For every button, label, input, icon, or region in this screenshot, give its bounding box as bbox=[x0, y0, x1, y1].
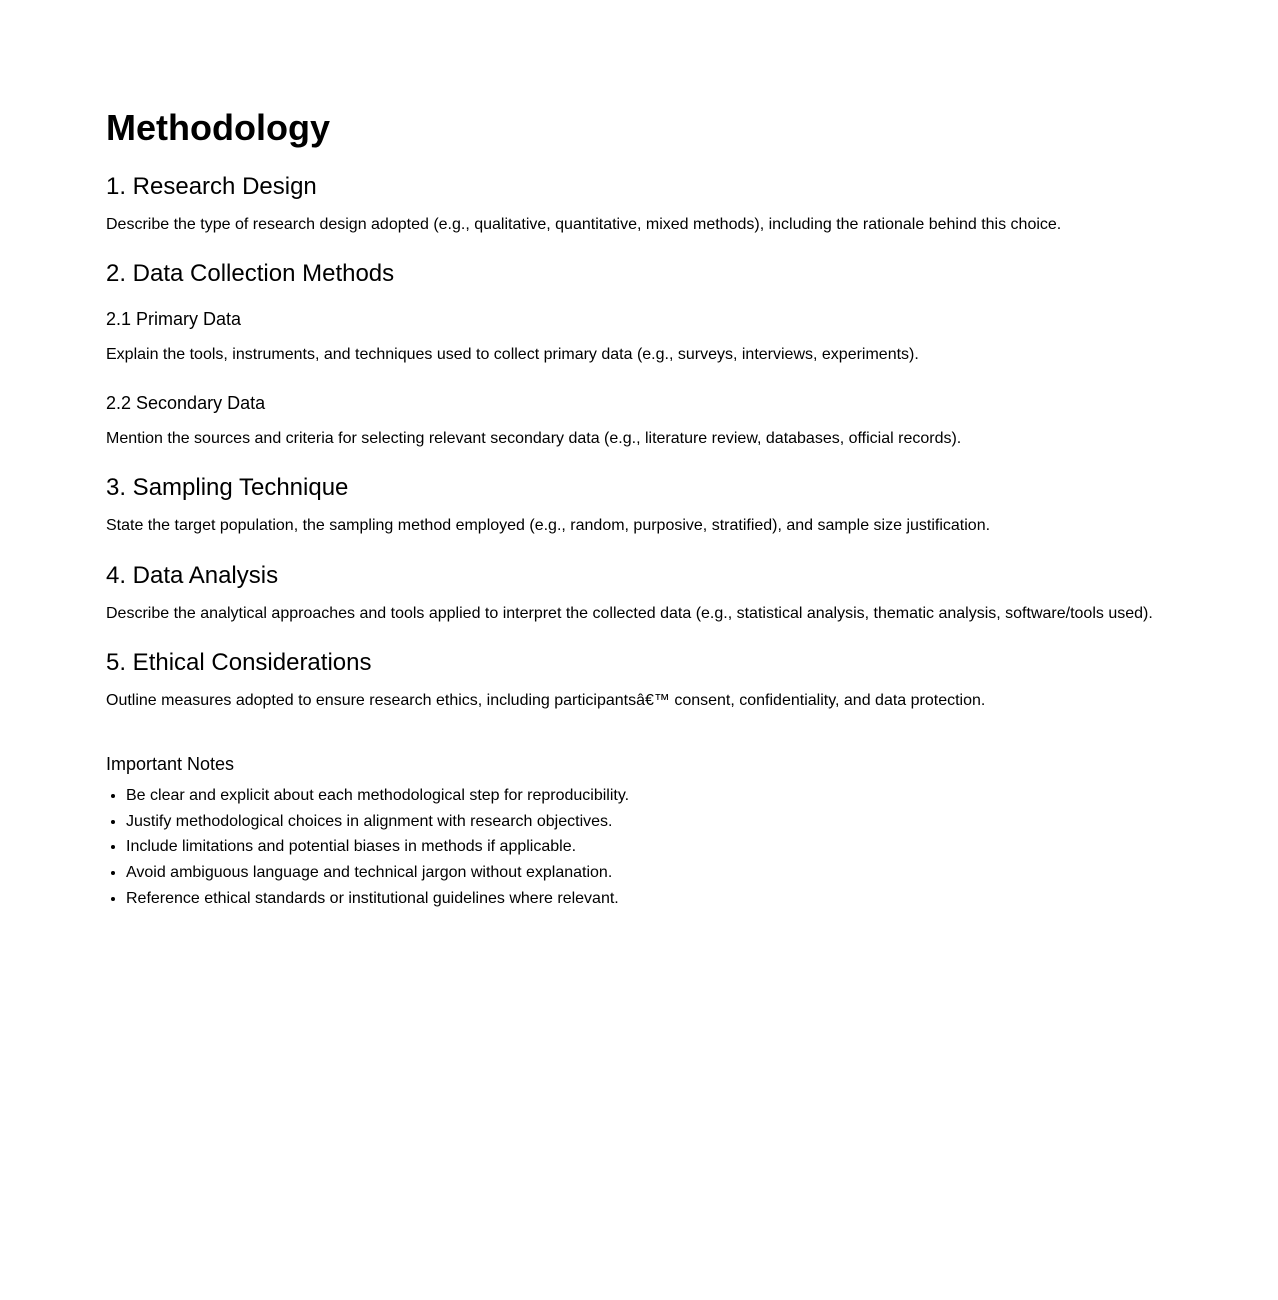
section-heading-ethics: 5. Ethical Considerations bbox=[106, 649, 372, 676]
section-body-sampling: State the target population, the sampling method employed (e.g., random, purposive, stratified), and sample size justification. bbox=[106, 517, 991, 534]
section-heading-data-collection: 2. Data Collection Methods bbox=[106, 260, 395, 287]
notes-title: Important Notes bbox=[106, 754, 235, 774]
subsection-heading-secondary-data: 2.2 Secondary Data bbox=[106, 393, 266, 413]
notes-list bbox=[106, 783, 1226, 912]
page-title: Methodology bbox=[106, 107, 330, 148]
subsection-heading-primary-data: 2.1 Primary Data bbox=[106, 309, 242, 329]
subsection-body-primary-data: Explain the tools, instruments, and techniques used to collect primary data (e.g., surveys, interviews, experiments). bbox=[106, 346, 919, 363]
section-heading-data-analysis: 4. Data Analysis bbox=[106, 562, 279, 589]
section-heading-sampling: 3. Sampling Technique bbox=[106, 474, 349, 501]
section-body-ethics: Outline measures adopted to ensure research ethics, including participantsâ€™ consent, confidentiality, and data protection. bbox=[106, 692, 986, 709]
notes-list-item: • Be clear and explicit about each methodological step for reproducibility. bbox=[126, 783, 1226, 809]
notes-list-item: • Reference ethical standards or institutional guidelines where relevant. bbox=[126, 886, 1226, 912]
notes-list-item: • Justify methodological choices in alignment with research objectives. bbox=[126, 809, 1226, 835]
section-body-research-design: Describe the type of research design adopted (e.g., qualitative, quantitative, mixed methods), including the rationale behind this choice. bbox=[106, 216, 1062, 233]
subsection-body-secondary-data: Mention the sources and criteria for selecting relevant secondary data (e.g., literature review, databases, official records). bbox=[106, 430, 962, 447]
section-body-data-analysis: Describe the analytical approaches and tools applied to interpret the collected data (e.g., statistical analysis, thematic analysis, software/tools used). bbox=[106, 605, 1153, 622]
section-heading-research-design: 1. Research Design bbox=[106, 173, 317, 200]
notes-list-item: • Avoid ambiguous language and technical jargon without explanation. bbox=[126, 860, 1226, 886]
notes-list-item: • Include limitations and potential biases in methods if applicable. bbox=[126, 834, 1226, 860]
document-content bbox=[106, 104, 1226, 912]
